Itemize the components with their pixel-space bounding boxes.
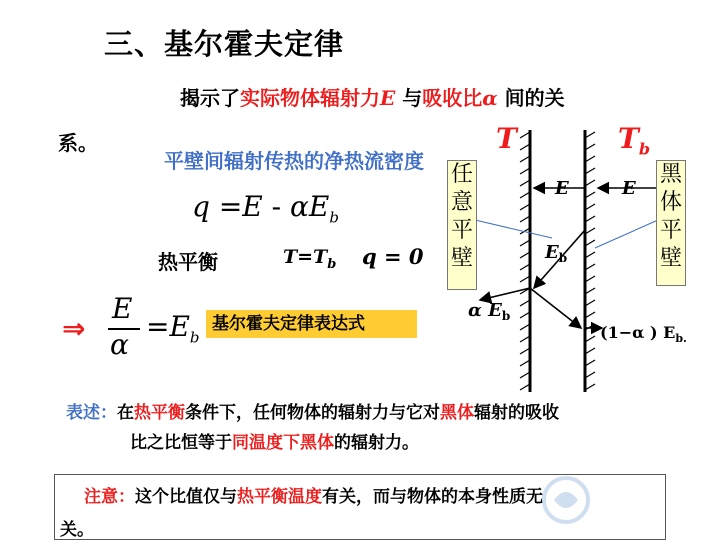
diagram-alpha-Eb-sub: b — [501, 309, 511, 323]
cond-T-sub: b — [327, 256, 337, 272]
frac-rhs-text: =E — [146, 310, 190, 343]
intro-connector: 与 — [395, 86, 423, 110]
intro-highlight-absorptivity: 吸收比 — [422, 86, 483, 110]
eq-rhs: αE — [290, 190, 330, 223]
temp-right-sub: b — [638, 139, 651, 159]
intro-suffix: 间的关 — [497, 86, 565, 110]
statement-line-1 — [66, 398, 559, 423]
temp-left-label: T — [496, 122, 517, 155]
frac-rhs-sub: b — [189, 328, 200, 347]
statement-line-2 — [130, 428, 419, 453]
eq-lhs: q =E — [192, 190, 263, 223]
note-hl-temperature: 热平衡温度 — [237, 487, 322, 507]
note-line-1 — [84, 482, 543, 507]
arbitrary-wall-char-4: 壁 — [450, 246, 473, 271]
arbitrary-wall-char-2: 意 — [450, 190, 473, 215]
statement-hl-same-temp: 同温度下黑体 — [232, 433, 334, 453]
blackbody-wall-char-4: 壁 — [659, 246, 682, 271]
statement-part5: 的辐射力。 — [334, 433, 419, 453]
intro-symbol-E: E — [380, 86, 396, 110]
diagram-Eb-text: E — [545, 242, 559, 263]
cond-q: q = 0 — [362, 244, 424, 269]
note-label: 注意： — [84, 487, 135, 507]
blackbody-wall-char-1: 黑 — [659, 162, 682, 187]
blackbody-wall-char-2: 体 — [659, 190, 682, 215]
slide-title: 三、基尔霍夫定律 — [104, 27, 345, 61]
cond-T: T=T — [283, 246, 328, 268]
arbitrary-wall-char-3: 平 — [450, 218, 473, 243]
diagram-reflected-text: (1−α ) E — [600, 323, 676, 342]
pointer-right — [595, 220, 658, 248]
diagram-reflected-sub: b. — [675, 332, 687, 345]
thermal-equilibrium-label: 热平衡 — [158, 250, 218, 274]
net-flux-subtitle: 平壁间辐射传热的净热流密度 — [164, 149, 424, 173]
flux-condition — [362, 244, 424, 269]
watermark-logo-icon — [540, 470, 700, 530]
arrow-alpha-Eb — [480, 288, 530, 300]
blackbody-wall-label — [656, 160, 686, 286]
statement-part3: 辐射的吸收 — [474, 403, 559, 423]
statement-hl-blackbody: 黑体 — [440, 403, 474, 423]
diagram-alpha-Eb-text: α E — [468, 300, 502, 321]
arbitrary-wall-char-1: 任 — [450, 162, 473, 187]
intro-symbol-alpha: α — [482, 86, 498, 110]
pointer-left — [475, 220, 552, 238]
intro-prefix: 揭示了 — [180, 86, 240, 110]
intro-line-1 — [180, 82, 565, 111]
eq-rhs-sub: b — [329, 208, 339, 227]
diagram-Eb-sub: b — [558, 251, 568, 265]
blackbody-wall-char-3: 平 — [659, 218, 682, 243]
frac-numerator: E — [112, 292, 133, 325]
temp-right-T: T — [618, 122, 639, 155]
diagram-E-label-2: E — [622, 178, 636, 199]
diagram-alpha-Eb-label — [468, 300, 510, 323]
implies-arrow-icon: ⇒ — [62, 312, 86, 345]
frac-rhs — [146, 310, 200, 347]
net-flux-equation — [192, 190, 339, 227]
note-part1: 这个比值仅与 — [135, 487, 237, 507]
law-expression-box: 基尔霍夫定律表达式 — [206, 310, 417, 338]
arrow-reflected — [530, 288, 581, 328]
intro-line-2: 系。 — [58, 131, 98, 155]
statement-label: 表述： — [66, 403, 117, 423]
note-part2: 有关，而与物体的本身性质无 — [322, 487, 543, 507]
diagram-Eb-label — [544, 242, 567, 265]
statement-hl-equilibrium: 热平衡 — [134, 403, 185, 423]
arbitrary-wall-label — [447, 160, 477, 290]
statement-part4: 比之比恒等于 — [130, 433, 232, 453]
note-line-2: 关。 — [60, 520, 94, 540]
eq-minus: - — [262, 190, 290, 223]
diagram-E-label-1: E — [555, 178, 569, 199]
diagram-reflected-label — [600, 323, 687, 345]
frac-denominator: α — [110, 328, 129, 361]
statement-part1: 在 — [117, 403, 134, 423]
statement-part2: 条件下，任何物体的辐射力与它对 — [185, 403, 440, 423]
intro-highlight-radiation: 实际物体辐射力 — [240, 86, 380, 110]
temperature-condition — [283, 246, 336, 272]
